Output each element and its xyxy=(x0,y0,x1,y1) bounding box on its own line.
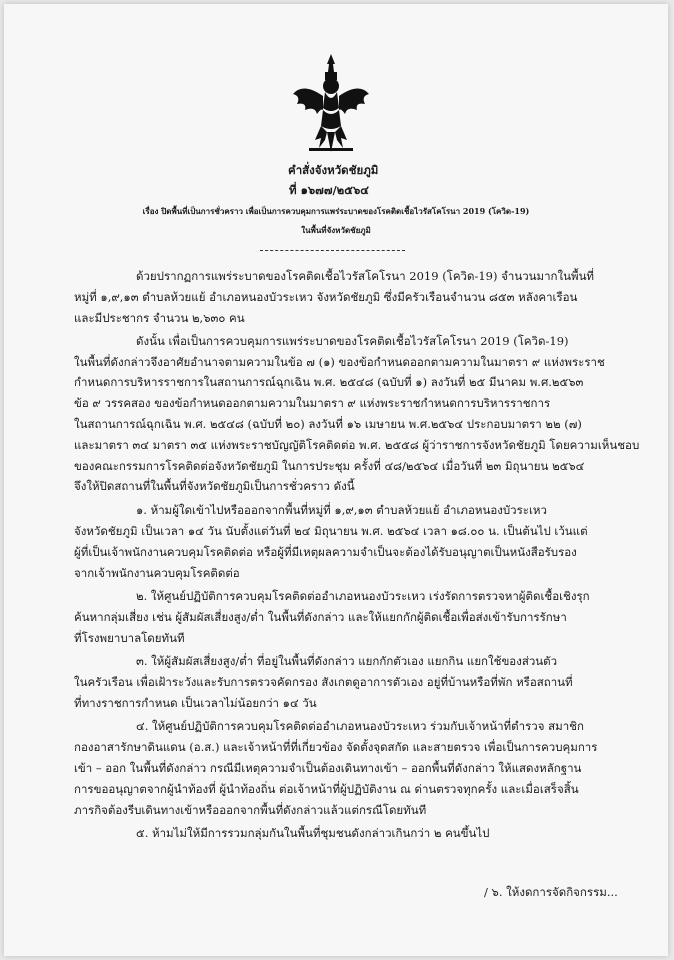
body-line: ๓. ให้ผู้สัมผัสเสี่ยงสูง/ต่ำ ที่อยู่ในพื้นที่ดังกล่าว แยกกักตัวเอง แยกกิน แยกใช้ของส่วนตัว xyxy=(136,654,558,668)
body-line: และมาตรา ๓๔ มาตรา ๓๕ แห่งพระราชบัญญัติโรคติดต่อ พ.ศ. ๒๕๕๘ ผู้ว่าราชการจังหวัดชัยภูมิ โดยความเห็นชอบ xyxy=(74,438,640,452)
order-number: ที่ ๑๖๗๗/๒๕๖๔ xyxy=(289,183,369,197)
body-line: และมีประชากร จำนวน ๒,๖๓๐ คน xyxy=(74,311,245,325)
document-page xyxy=(4,4,668,956)
divider xyxy=(260,250,405,251)
body-line: ข้อ ๙ วรรคสอง ของข้อกำหนดออกตามความในมาตรา ๙ แห่งพระราชกำหนดการบริหารราชการ xyxy=(74,396,551,410)
body-line: การขออนุญาตจากผู้นำท้องที่ ผู้นำท้องถิ่น ต่อเจ้าหน้าที่ผู้ปฏิบัติงาน ณ ด่านตรวจทุกครั้ง และเมื่อเสร็จสิ้น xyxy=(74,782,579,796)
body-line: ๑. ห้ามผู้ใดเข้าไปหรือออกจากพื้นที่หมู่ที่ ๑,๙,๑๓ ตำบลห้วยแย้ อำเภอหนองบัวระเหว xyxy=(136,503,547,517)
body-line: ๕. ห้ามไม่ให้มีการรวมกลุ่มกันในพื้นที่ชุมชนดังกล่าวเกินกว่า ๒ คนขึ้นไป xyxy=(136,826,490,840)
body-line: ๔. ให้ศูนย์ปฏิบัติการควบคุมโรคติดต่ออำเภอหนองบัวระเหว ร่วมกับเจ้าหน้าที่ตำรวจ สมาชิก xyxy=(136,719,584,733)
body-line: ในสถานการณ์ฉุกเฉิน พ.ศ. ๒๕๔๘ (ฉบับที่ ๒๐) ลงวันที่ ๑๖ เมษายน พ.ศ.๒๕๖๔ ประกอบมาตรา ๒๒ (๗) xyxy=(74,417,582,431)
body-line: ที่โรงพยาบาลโดยทันที xyxy=(74,631,185,645)
body-line: ด้วยปรากฏการแพร่ระบาดของโรคติดเชื้อไวรัสโคโรนา 2019 (โควิด-19) จำนวนมากในพื้นที่ xyxy=(136,269,595,283)
body-line: เข้า – ออก ในพื้นที่ดังกล่าว กรณีมีเหตุความจำเป็นต้องเดินทางเข้า – ออกพื้นที่ดังกล่าว ให้แสดงหลักฐาน xyxy=(74,761,582,775)
body-line: ๒. ให้ศูนย์ปฏิบัติการควบคุมโรคติดต่ออำเภอหนองบัวระเหว เร่งรัดการตรวจหาผู้ติดเชื้อเชิงรุก xyxy=(136,589,590,603)
body-line: ภารกิจต้องรีบเดินทางเข้าหรือออกจากพื้นที่ดังกล่าวแล้วแต่กรณีโดยทันที xyxy=(74,803,427,817)
subject-line: ในพื้นที่จังหวัดชัยภูมิ xyxy=(301,225,371,235)
body-line: ของคณะกรรมการโรคติดต่อจังหวัดชัยภูมิ ในการประชุม ครั้งที่ ๔๘/๒๕๖๔ เมื่อวันที่ ๒๓ มิถุนายน ๒๕๖๔ xyxy=(74,459,585,473)
body-line: ค้นหากลุ่มเสี่ยง เช่น ผู้สัมผัสเสี่ยงสูง/ต่ำ ในพื้นที่ดังกล่าว และให้แยกกักผู้ติดเชื้อเพื่อส่งเข้ารับการรักษา xyxy=(74,610,567,624)
body-line: ที่ทางราชการกำหนด เป็นเวลาไม่น้อยกว่า ๑๔ วัน xyxy=(74,696,317,710)
body-line: ในพื้นที่ดังกล่าวจึงอาศัยอำนาจตามความในข้อ ๗ (๑) ของข้อกำหนดออกตามความในมาตรา ๙ แห่งพระราช xyxy=(74,355,605,369)
body-line: จังหวัดชัยภูมิ เป็นเวลา ๑๔ วัน นับตั้งแต่วันที่ ๒๔ มิถุนายน พ.ศ. ๒๕๖๔ เวลา ๑๘.๐๐ น. เป็นต้นไป เว้นแต่ xyxy=(74,524,588,538)
body-line: กำหนดการบริหารราชการในสถานการณ์ฉุกเฉิน พ.ศ. ๒๕๔๘ (ฉบับที่ ๑) ลงวันที่ ๒๕ มีนาคม พ.ศ.๒๕๖๓ xyxy=(74,375,584,389)
body-line: จึงให้ปิดสถานที่ในพื้นที่จังหวัดชัยภูมิเป็นการชั่วคราว ดังนี้ xyxy=(74,479,355,493)
body-line: หมู่ที่ ๑,๙,๑๓ ตำบลห้วยแย้ อำเภอหนองบัวระเหว จังหวัดชัยภูมิ ซึ่งมีครัวเรือนจำนวน ๘๕๓ หลังคาเรือน xyxy=(74,290,578,304)
body-line: ผู้ที่เป็นเจ้าพนักงานควบคุมโรคติดต่อ หรือผู้ที่มีเหตุผลความจำเป็นจะต้องได้รับอนุญาตเป็นหนังสือรับรอง xyxy=(74,545,577,559)
order-title: คำสั่งจังหวัดชัยภูมิ xyxy=(288,163,379,177)
subject-line: เรื่อง ปิดพื้นที่เป็นการชั่วคราว เพื่อเป็นการควบคุมการแพร่ระบาดของโรคติดเชื้อไวรัสโคโรนา 2019 (โควิด-19) xyxy=(142,206,530,216)
garuda-emblem-icon xyxy=(289,52,373,156)
continuation-note: / ๖. ให้งดการจัดกิจกรรม... xyxy=(484,885,618,899)
body-line: จากเจ้าพนักงานควบคุมโรคติดต่อ xyxy=(74,566,240,580)
body-line: ดังนั้น เพื่อเป็นการควบคุมการแพร่ระบาดของโรคติดเชื้อไวรัสโคโรนา 2019 (โควิด-19) xyxy=(136,334,569,348)
body-line: กองอาสารักษาดินแดน (อ.ส.) และเจ้าหน้าที่ที่เกี่ยวข้อง จัดตั้งจุดสกัด และสายตรวจ เพื่อเป็นการควบคุมการ xyxy=(74,740,598,754)
body-line: ในครัวเรือน เพื่อเฝ้าระวังและรับการตรวจคัดกรอง สังเกตดูอาการตัวเอง อยู่ที่บ้านหรือที่พัก หรือสถานที่ xyxy=(74,675,573,689)
